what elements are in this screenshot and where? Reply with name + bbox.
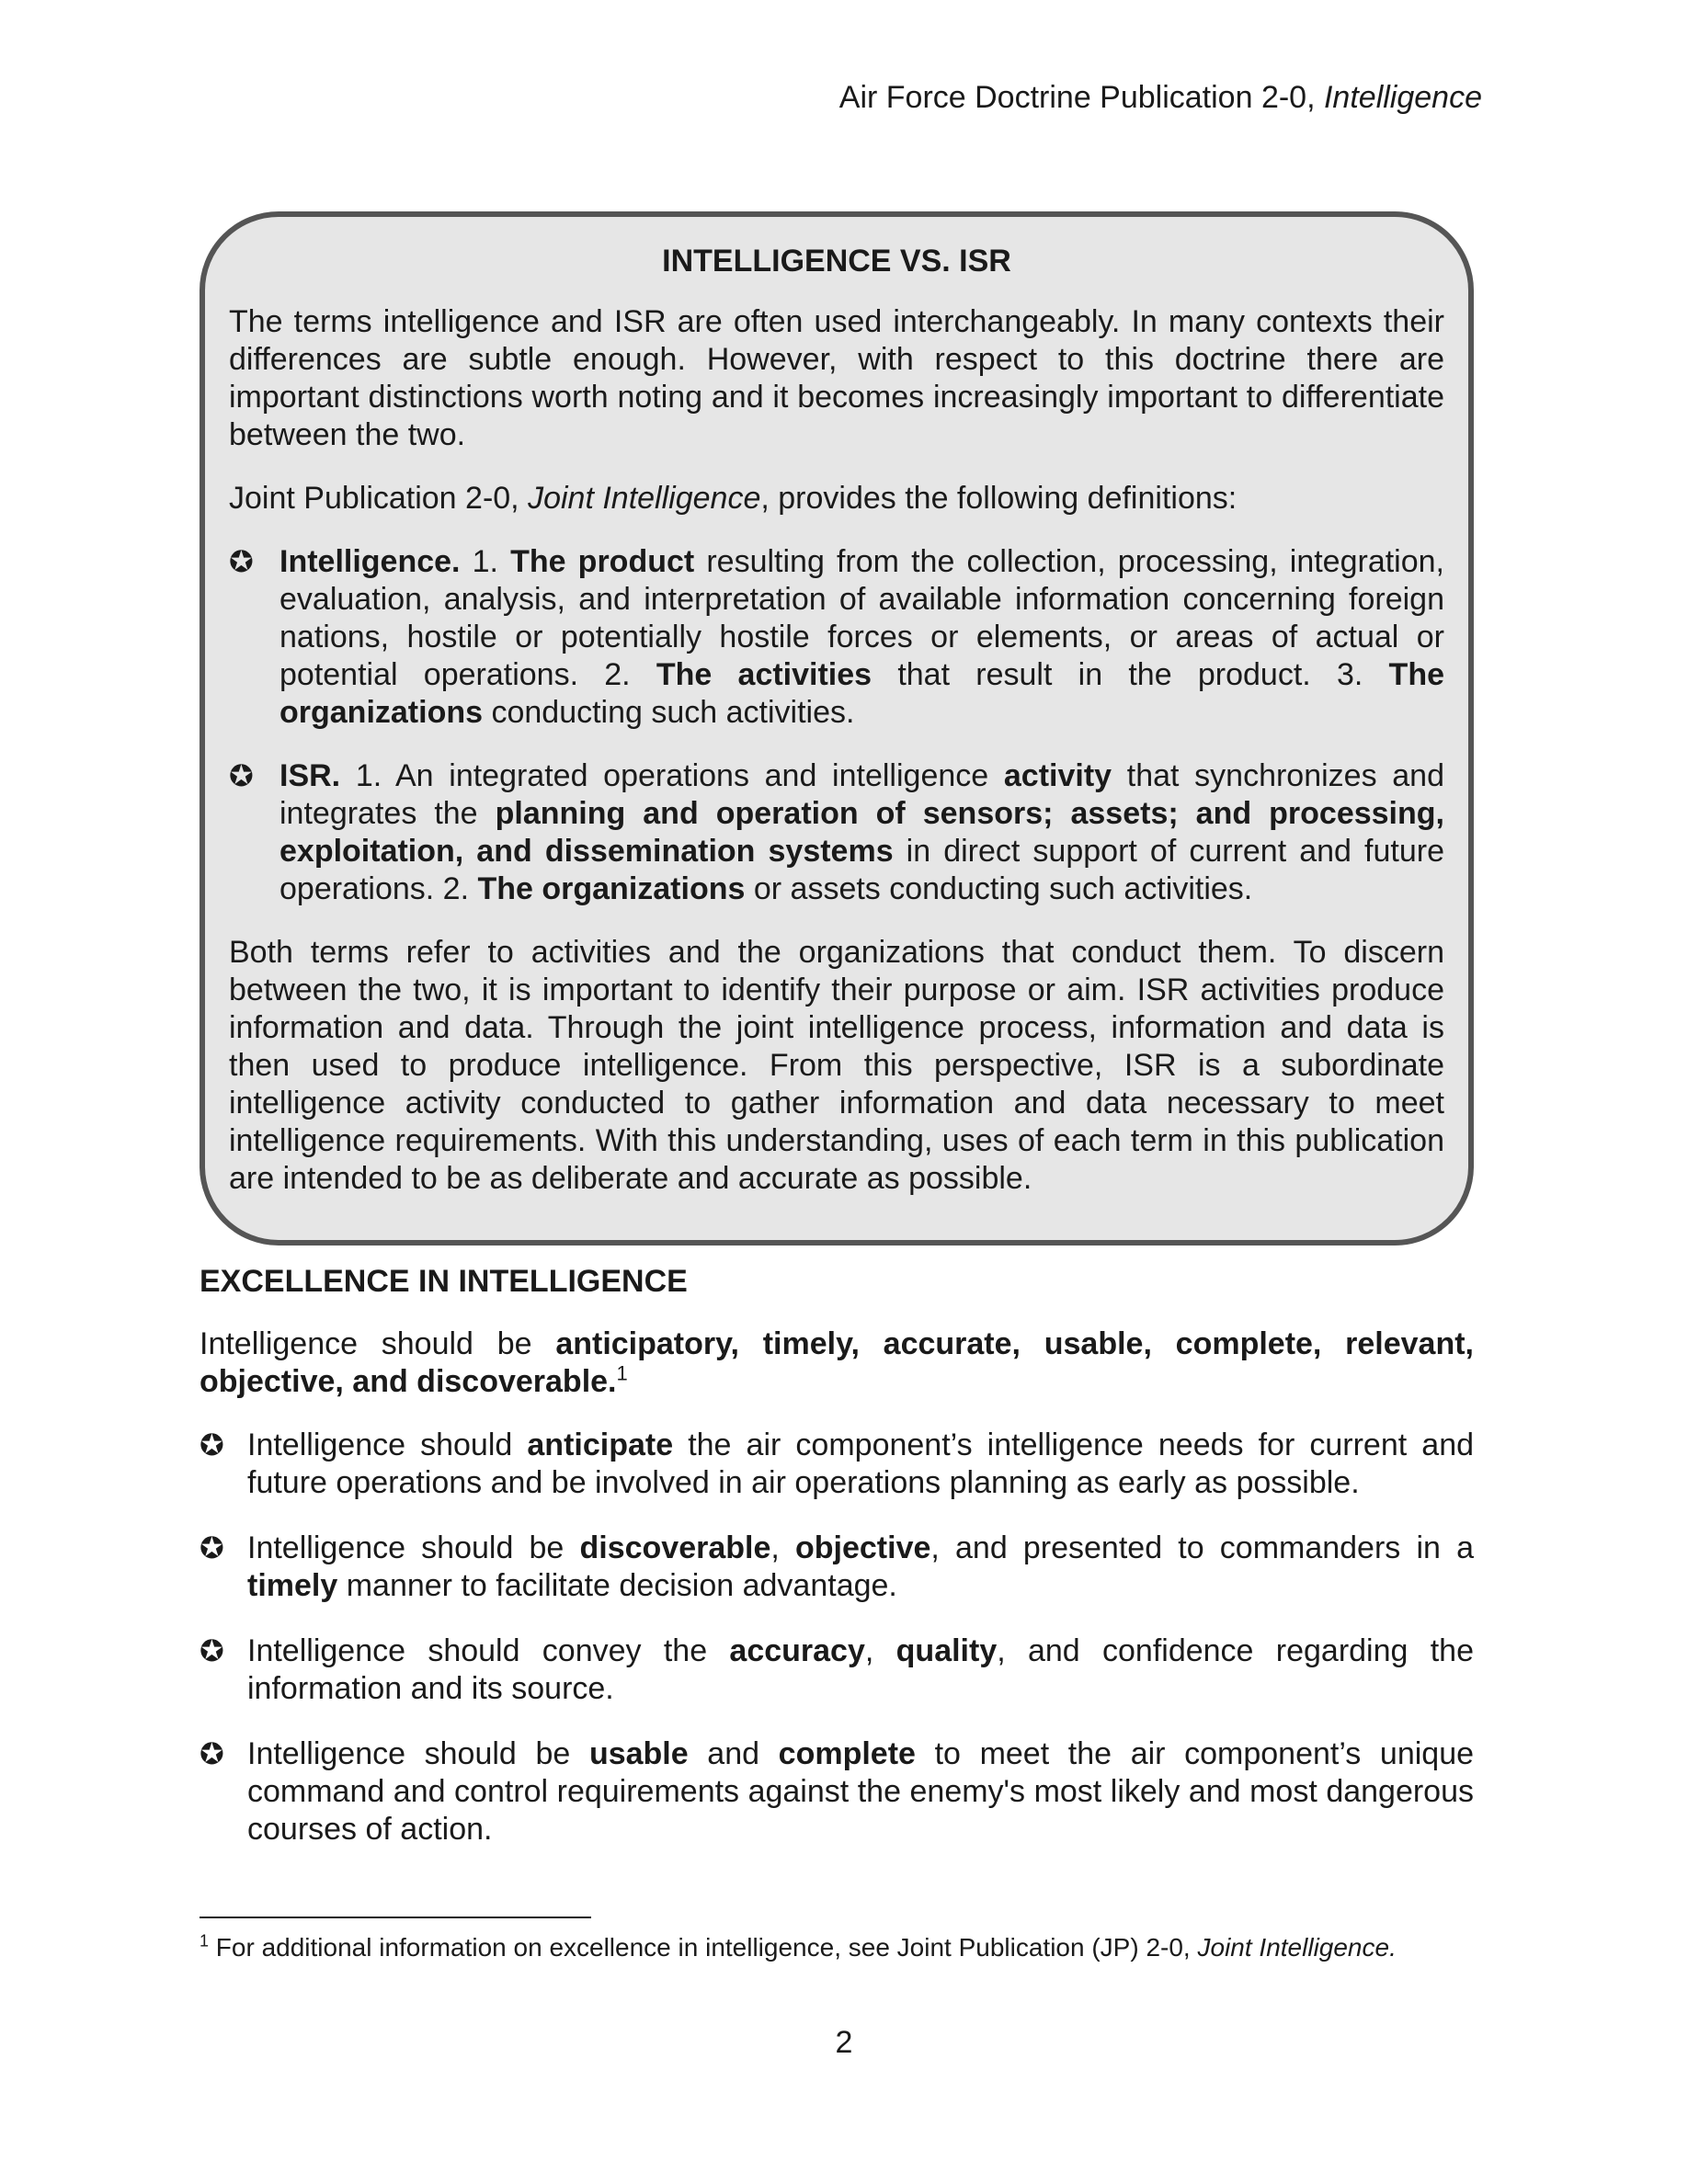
definition-emphasis: The organizations [279,657,1444,730]
joint-intelligence-title: Joint Intelligence [528,481,761,516]
list-text: manner to facilitate decision advantage. [337,1568,897,1603]
main-content [200,1263,1474,1876]
sidebar-definitions-intro [229,480,1444,518]
definition-emphasis: The activities [656,657,873,692]
list-text: Intelligence should [247,1428,528,1462]
definition-text: 1. [460,544,511,579]
list-item [200,1735,1474,1848]
list-emphasis: accuracy [729,1633,865,1668]
list-text: , [770,1530,795,1565]
list-text: and [688,1736,779,1771]
intelligence-vs-isr-sidebar [200,211,1474,1246]
definition-text: that result in the product. 3. [872,657,1389,692]
list-text: , and presented to commanders in a [930,1530,1474,1565]
definitions-intro-text: Joint Publication 2-0, [229,481,529,516]
definitions-intro-tail: , provides the following definitions: [760,481,1237,516]
definition-term: ISR. [279,758,341,793]
circled-star-bullet-icon: ✪ [229,545,254,578]
sidebar-intro-paragraph: The terms intelligence and ISR are often used interchangeably. In many contexts their differences are subtle enough. However, with respect to this doctrine there are important distinctions worth noting and it becomes increasingly important to differentiate between the two. [229,304,1444,452]
sidebar-title: INTELLIGENCE VS. ISR [662,244,1011,279]
sidebar-closing-paragraph: Both terms refer to activities and the organizations that conduct them. To discern between the two, it is important to identify their purpose or aim. ISR activities produce information and data. Through the joint intelligence process, information and data is then used to produce intelligence. From this perspective, ISR is a subordinate intelligence activity conducted to gather information and data necessary to meet intelligence requirements. With this understanding, uses of each term in this publication are intended to be as deliberate and accurate as possible. [229,935,1444,1196]
definition-emphasis: The organizations [477,871,746,906]
list-text: Intelligence should be [247,1530,580,1565]
footnote-text: For additional information on excellence in intelligence, see Joint Publication (JP) 2-0, [209,1933,1198,1962]
page-number: 2 [835,2025,853,2060]
list-emphasis: objective [795,1530,931,1565]
circled-star-bullet-icon: ✪ [200,1737,224,1770]
circled-star-bullet-icon: ✪ [200,1428,224,1462]
circled-star-bullet-icon: ✪ [200,1531,224,1564]
running-header [839,79,1482,116]
list-text: to meet the air component’s unique command and control requirements against the enemy's most likely and most dangerous courses of action. [247,1736,1475,1847]
footnote [200,1932,1487,1963]
excellence-list [200,1427,1474,1848]
section-heading: EXCELLENCE IN INTELLIGENCE [200,1264,688,1299]
definition-term: Intelligence. [279,544,461,579]
header-title: Air Force Doctrine Publication 2-0, [838,80,1324,115]
footnote-italic: Joint Intelligence. [1197,1933,1397,1962]
circled-star-bullet-icon: ✪ [229,759,254,792]
definition-text: conducting such activities. [483,695,855,730]
header-title-italic: Intelligence [1323,80,1482,115]
definition-emphasis: The product [510,544,695,579]
list-emphasis: timely [247,1568,338,1603]
intro-emphasis: anticipatory, timely, accurate, usable, complete, relevant, objective, and discoverable. [200,1326,1474,1399]
list-emphasis: usable [588,1736,689,1771]
definition-text: or assets conducting such activities. [745,871,1253,906]
definition-text: 1. An integrated operations and intelligence [340,758,1004,793]
list-item [200,1530,1474,1605]
list-emphasis: complete [778,1736,916,1771]
definition-isr [229,757,1444,908]
definition-text: resulting from the collection, processing, integration, evaluation, analysis, and interpretation of available information concerning foreign nations, hostile or potentially hostile forces or elements, or areas of actual or potential operations. 2. [279,544,1444,692]
circled-star-bullet-icon: ✪ [200,1634,224,1667]
definition-intelligence [229,543,1444,732]
list-item [200,1632,1474,1708]
definition-text: in direct support of current and future operations. 2. [279,834,1444,906]
footnote-marker: 1 [200,1931,210,1951]
definition-emphasis: activity [1003,758,1112,793]
section-intro-paragraph [200,1325,1474,1401]
definition-list [229,543,1444,908]
definition-emphasis: planning and operation of sensors; assets; and processing, exploitation, and dissemination systems [279,796,1444,869]
definition-text: that synchronizes and integrates the [279,758,1444,831]
list-emphasis: discoverable [579,1530,771,1565]
list-text: Intelligence should be [247,1736,589,1771]
list-emphasis: anticipate [527,1428,674,1462]
list-text: , [864,1633,896,1668]
list-text: Intelligence should convey the [247,1633,730,1668]
footnote-reference[interactable]: 1 [616,1361,628,1385]
list-emphasis: quality [895,1633,998,1668]
intro-text: Intelligence should be [200,1326,556,1361]
footnote-divider [200,1917,591,1918]
list-item [200,1427,1474,1502]
list-text: , and confidence regarding the information and its source. [247,1633,1474,1706]
list-text: the air component’s intelligence needs for current and future operations and be involved in air operations planning as early as possible. [247,1428,1475,1500]
